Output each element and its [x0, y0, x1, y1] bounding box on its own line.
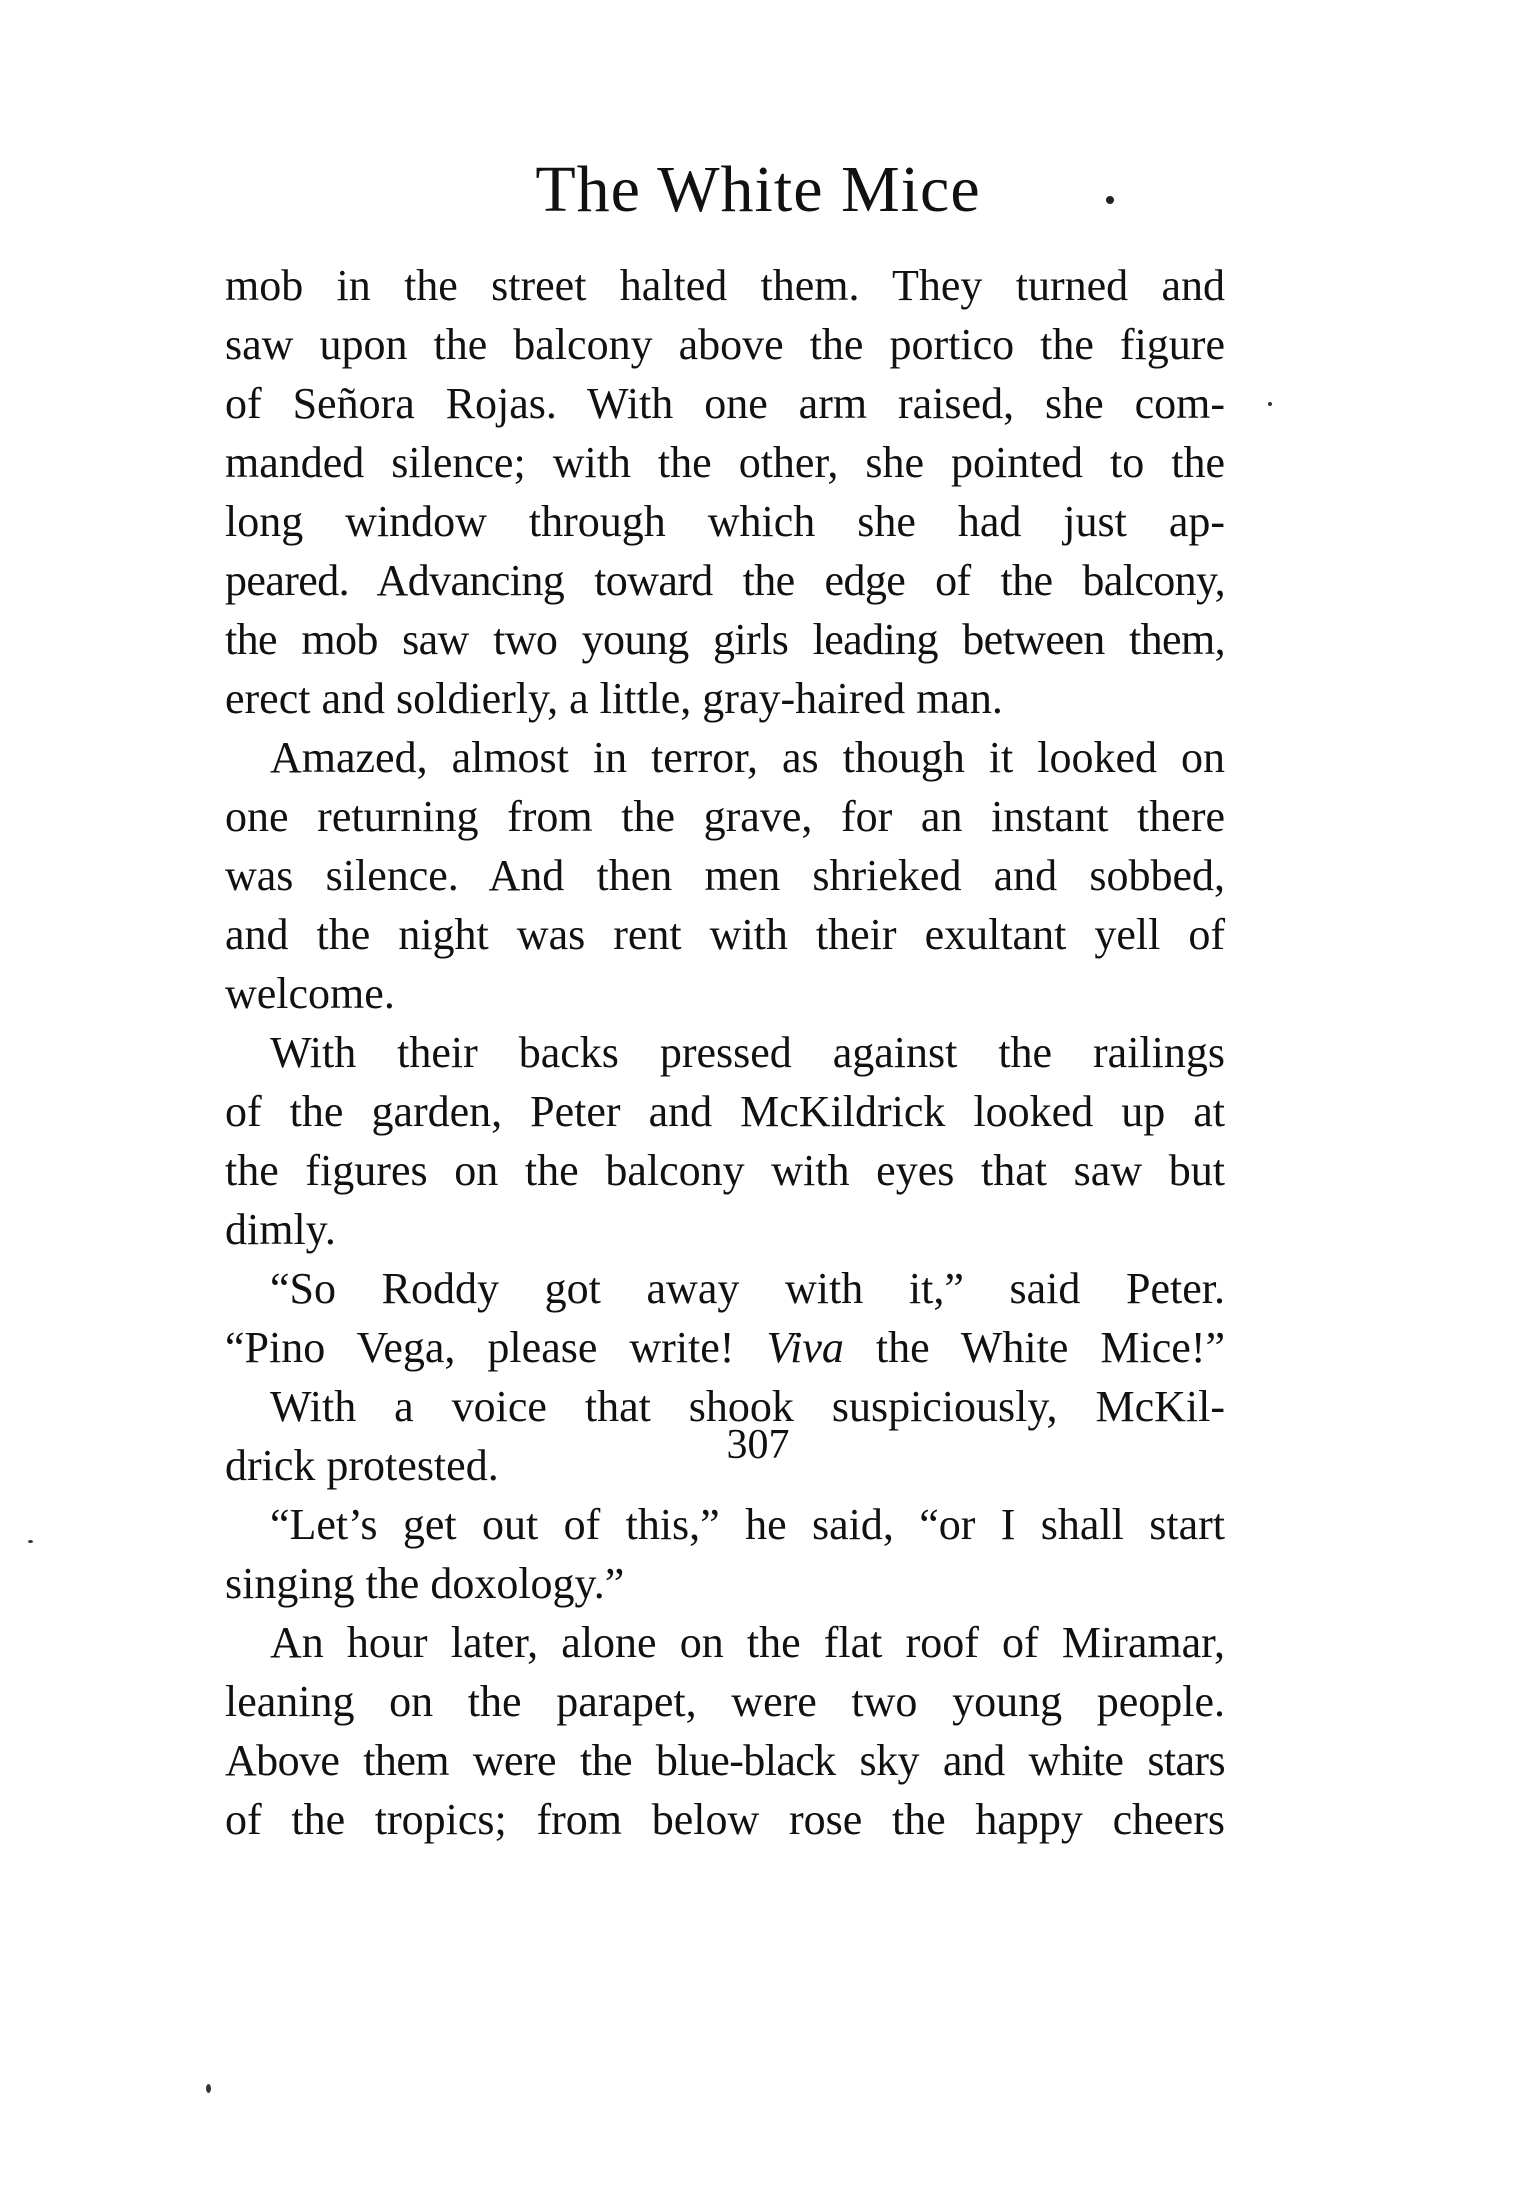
page-number: 307 — [726, 1422, 790, 1468]
text-segment: the White Mice!” — [875, 1323, 1226, 1372]
text-line: the mob saw two young girls leading between them, — [225, 615, 1225, 664]
text-line: “Let’s get out of this,” he said, “or I shall start — [270, 1500, 1225, 1549]
text-line: With a voice that shook suspiciously, McKil- — [270, 1382, 1225, 1431]
ink-speck — [28, 1540, 33, 1543]
text-segment: “Pino Vega, please write! — [225, 1323, 735, 1372]
text-line: “So Roddy got away with it,” said Peter. — [270, 1264, 1225, 1313]
text-line: of the garden, Peter and McKildrick looked up at — [225, 1087, 1225, 1136]
text-line: drick protested. — [225, 1441, 499, 1490]
ink-speck — [1268, 402, 1272, 406]
text-line: leaning on the parapet, were two young people. — [225, 1677, 1225, 1726]
text-line: An hour later, alone on the flat roof of Miramar, — [270, 1618, 1225, 1667]
text-line: was silence. And then men shrieked and sobbed, — [225, 851, 1225, 900]
text-line: singing the doxology.” — [225, 1559, 625, 1608]
text-line: and the night was rent with their exultant yell of — [225, 910, 1225, 959]
text-line: Above them were the blue-black sky and white stars — [225, 1736, 1225, 1785]
ink-speck — [1106, 196, 1114, 204]
text-line: erect and soldierly, a little, gray-haired man. — [225, 674, 1003, 723]
text-line: one returning from the grave, for an instant there — [225, 792, 1225, 841]
text-line — [225, 1318, 1225, 1377]
text-line: Amazed, almost in terror, as though it looked on — [270, 733, 1225, 782]
text-line: of Señora Rojas. With one arm raised, she com- — [225, 379, 1225, 428]
ink-speck — [206, 2084, 211, 2093]
running-head: The White Mice — [535, 153, 981, 226]
text-line: of the tropics; from below rose the happy cheers — [225, 1795, 1225, 1844]
text-line: manded silence; with the other, she pointed to the — [225, 438, 1225, 487]
text-line: dimly. — [225, 1205, 336, 1254]
text-line: mob in the street halted them. They turned and — [225, 261, 1225, 310]
text-line: With their backs pressed against the railings — [270, 1028, 1225, 1077]
text-line: welcome. — [225, 969, 395, 1018]
body-text — [225, 256, 1225, 1849]
text-line: saw upon the balcony above the portico the figure — [225, 320, 1225, 369]
italic-word: Viva — [766, 1323, 844, 1372]
text-line: the figures on the balcony with eyes that saw but — [225, 1146, 1225, 1195]
text-line: long window through which she had just ap- — [225, 497, 1225, 546]
text-line: peared. Advancing toward the edge of the balcony, — [225, 556, 1225, 605]
